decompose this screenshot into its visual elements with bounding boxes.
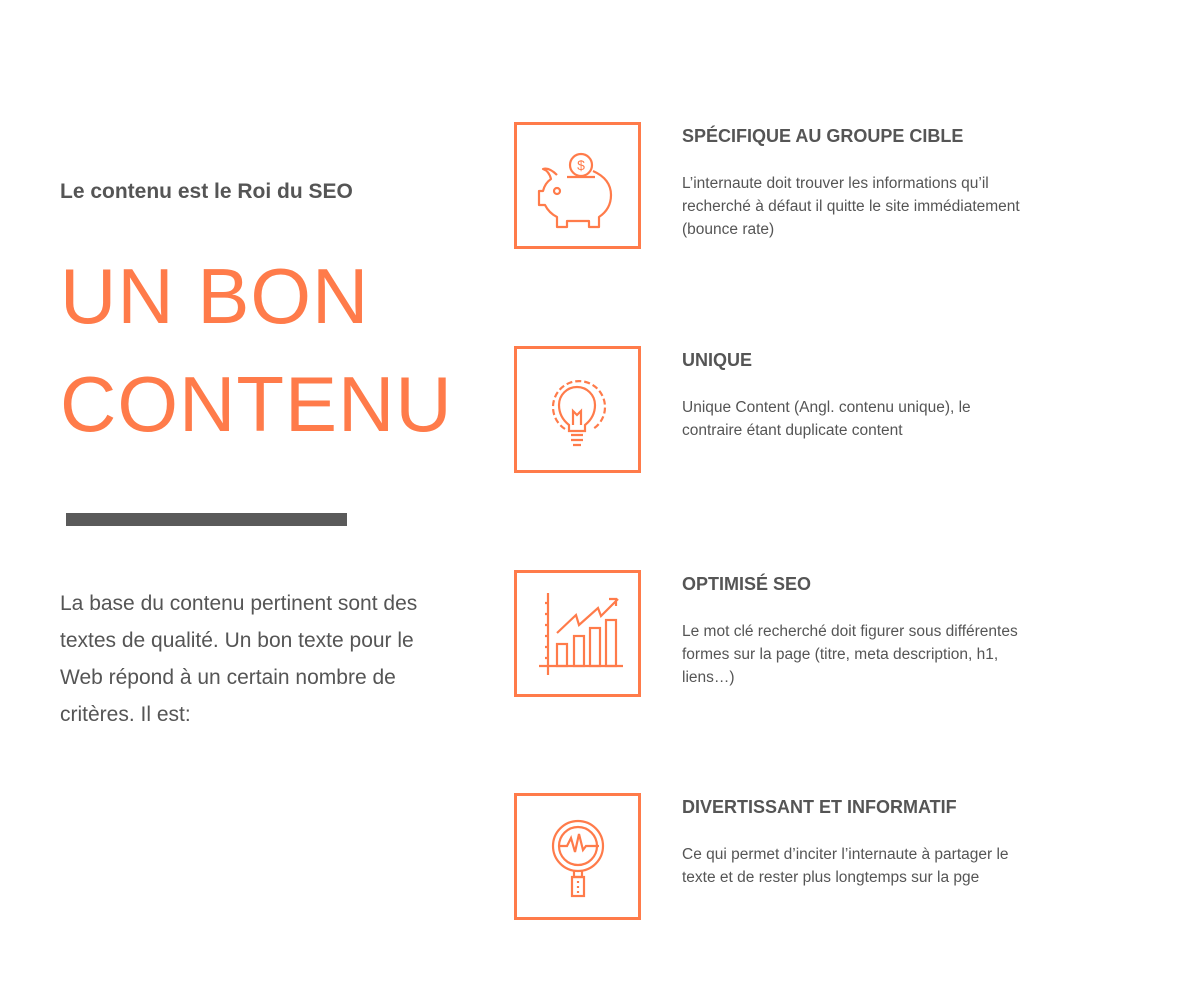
lightbulb-gear-icon: [514, 346, 641, 473]
criterion-title: UNIQUE: [682, 350, 753, 370]
divider-bar: [66, 513, 347, 526]
piggy-bank-icon: [514, 122, 641, 249]
growth-chart-icon: [514, 570, 641, 697]
intro-paragraph: La base du contenu pertinent sont des textes de qualité. Un bon texte pour le Web répond à un certain nombre de critères. Il est:: [60, 592, 418, 726]
criterion-title: DIVERTISSANT ET INFORMATIF: [682, 797, 957, 817]
svg-text:$: $: [577, 157, 585, 173]
criterion-title: OPTIMISÉ SEO: [682, 574, 812, 594]
criterion-text: Le mot clé recherché doit figurer sous différentes formes sur la page (titre, meta description, h1, liens…): [682, 623, 1018, 686]
criterion-text: L’internaute doit trouver les informations qu’il recherché à défaut il quitte le site immédiatement (bounce rate): [682, 175, 1020, 238]
headline-line-2: CONTENU: [60, 360, 453, 448]
headline: [60, 242, 453, 458]
criterion-text: Ce qui permet d’inciter l’internaute à partager le texte et de rester plus longtemps sur la pge: [682, 846, 1009, 886]
magnifier-pulse-icon: [514, 793, 641, 920]
criterion-text: Unique Content (Angl. contenu unique), le contraire étant duplicate content: [682, 399, 971, 439]
criterion-title: SPÉCIFIQUE AU GROUPE CIBLE: [682, 126, 964, 146]
headline-line-1: UN BON: [60, 252, 370, 340]
kicker-heading: Le contenu est le Roi du SEO: [60, 180, 353, 203]
